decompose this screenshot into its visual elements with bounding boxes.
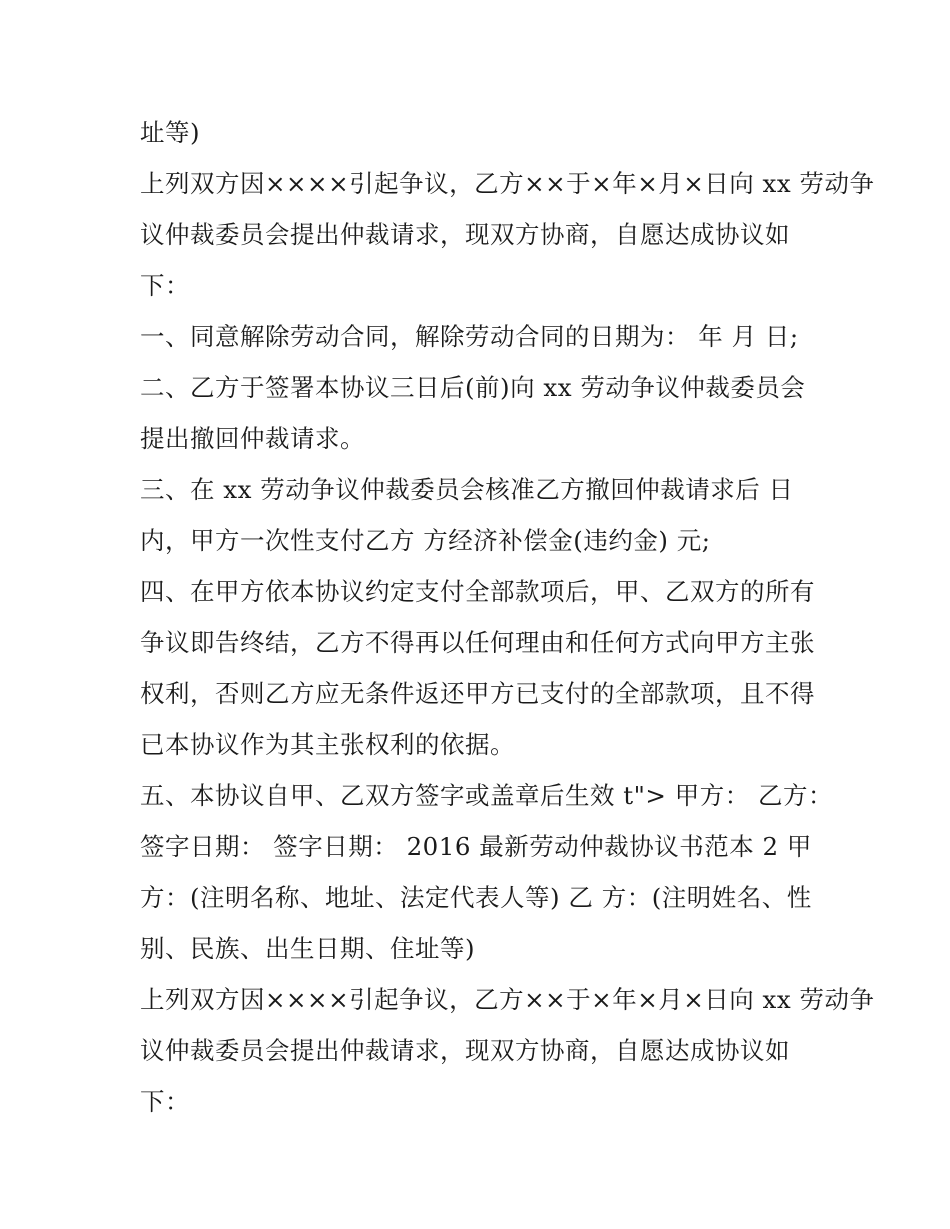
text-line: 下： <box>140 1087 190 1116</box>
text-line: 内，甲方一次性支付乙方 方经济补偿金(违约金) 元; <box>140 526 711 555</box>
text-line: 提出撤回仲裁请求。 <box>140 424 365 453</box>
text-line: 上列双方因××××引起争议，乙方××于×年×月×日向 xx 劳动争 <box>140 985 875 1014</box>
text-line: 已本协议作为其主张权利的依据。 <box>140 730 515 759</box>
text-line: 议仲裁委员会提出仲裁请求，现双方协商，自愿达成协议如 <box>140 1036 790 1065</box>
text-line: 议仲裁委员会提出仲裁请求，现双方协商，自愿达成协议如 <box>140 220 790 249</box>
text-line: 方：(注明名称、地址、法定代表人等) 乙 方：(注明姓名、性 <box>140 883 812 912</box>
text-line: 一、同意解除劳动合同，解除劳动合同的日期为： 年 月 日; <box>140 322 799 351</box>
text-line: 三、在 xx 劳动争议仲裁委员会核准乙方撤回仲裁请求后 日 <box>140 475 794 504</box>
text-line: 签字日期： 签字日期： 2016 最新劳动仲裁协议书范本 2 甲 <box>140 832 812 861</box>
text-line: 别、民族、出生日期、住址等) <box>140 934 476 963</box>
text-line: 二、乙方于签署本协议三日后(前)向 xx 劳动争议仲裁委员会 <box>140 373 806 402</box>
text-line: 四、在甲方依本协议约定支付全部款项后，甲、乙双方的所有 <box>140 577 815 606</box>
text-line: 址等) <box>140 118 201 147</box>
text-line: 五、本协议自甲、乙双方签字或盖章后生效 t"> 甲方： 乙方： <box>140 781 834 810</box>
text-line: 争议即告终结，乙方不得再以任何理由和任何方式向甲方主张 <box>140 628 815 657</box>
text-line: 权利，否则乙方应无条件返还甲方已支付的全部款项，且不得 <box>140 679 815 708</box>
document-body <box>140 107 875 1127</box>
text-line: 下： <box>140 271 190 300</box>
text-line: 上列双方因××××引起争议，乙方××于×年×月×日向 xx 劳动争 <box>140 169 875 198</box>
